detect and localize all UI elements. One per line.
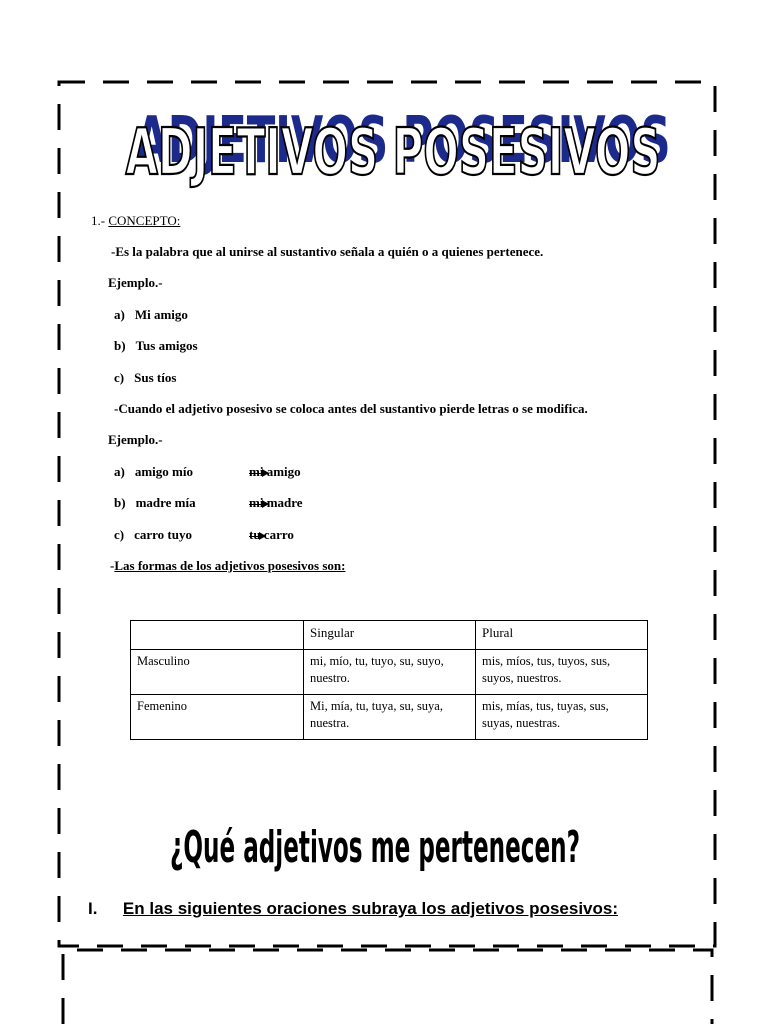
subtitle-wordart <box>165 806 585 876</box>
example-result: mi madre <box>249 495 303 510</box>
table-row <box>131 650 648 695</box>
table-cell: mi, mío, tu, tuyo, su, suyo, nuestro. <box>304 650 476 695</box>
table-cell: Femenino <box>131 695 304 740</box>
table-cell: Masculino <box>131 650 304 695</box>
page-title <box>108 94 678 194</box>
list-item: c) carro tuyo <box>114 527 192 542</box>
definition-text: -Es la palabra que al unirse al sustantivo señala a quién o a quienes pertenece. <box>111 244 544 259</box>
table-cell <box>131 621 304 650</box>
list-item: c) Sus tíos <box>114 370 177 385</box>
section-title: CONCEPTO: <box>108 213 181 228</box>
svg-text:¿Qué adjetivos me pertenecen?: ¿Qué adjetivos me pertenecen? <box>170 822 580 873</box>
possessive-forms-table <box>130 620 648 740</box>
table-header-plural: Plural <box>476 621 648 650</box>
rule-text: -Cuando el adjetivo posesivo se coloca antes del sustantivo pierde letras o se modifica. <box>114 401 588 416</box>
table-header-row <box>131 621 648 650</box>
exercise-heading <box>88 899 618 919</box>
example-label-2: Ejemplo.- <box>108 432 163 447</box>
list-item: b) Tus amigos <box>114 338 198 353</box>
example-label-1: Ejemplo.- <box>108 275 163 290</box>
section-heading <box>91 213 180 229</box>
example-result: mi amigo <box>249 464 301 479</box>
list-item: a) Mi amigo <box>114 307 188 322</box>
exercise-instruction: En las siguientes oraciones subraya los adjetivos posesivos: <box>122 899 618 918</box>
svg-text:ADJETIVOS POSESIVOS: ADJETIVOS POSESIVOS <box>125 116 661 190</box>
forms-heading: -Las formas de los adjetivos posesivos son: <box>110 558 346 573</box>
list-item: a) amigo mío <box>114 464 193 479</box>
list-item: b) madre mía <box>114 495 196 510</box>
table-cell: Mi, mía, tu, tuya, su, suya, nuestra. <box>304 695 476 740</box>
svg-text:ADJETIVOS POSESIVOS: ADJETIVOS POSESIVOS <box>135 104 671 178</box>
table-header-singular: Singular <box>304 621 476 650</box>
example-result: tu carro <box>249 527 294 542</box>
section-number: 1.- <box>91 213 106 228</box>
table-cell: mis, mías, tus, tuyas, sus, suyas, nuestras. <box>476 695 648 740</box>
table-cell: mis, míos, tus, tuyos, sus, suyos, nuestros. <box>476 650 648 695</box>
exercise-number: I. <box>88 899 98 918</box>
table-row <box>131 695 648 740</box>
